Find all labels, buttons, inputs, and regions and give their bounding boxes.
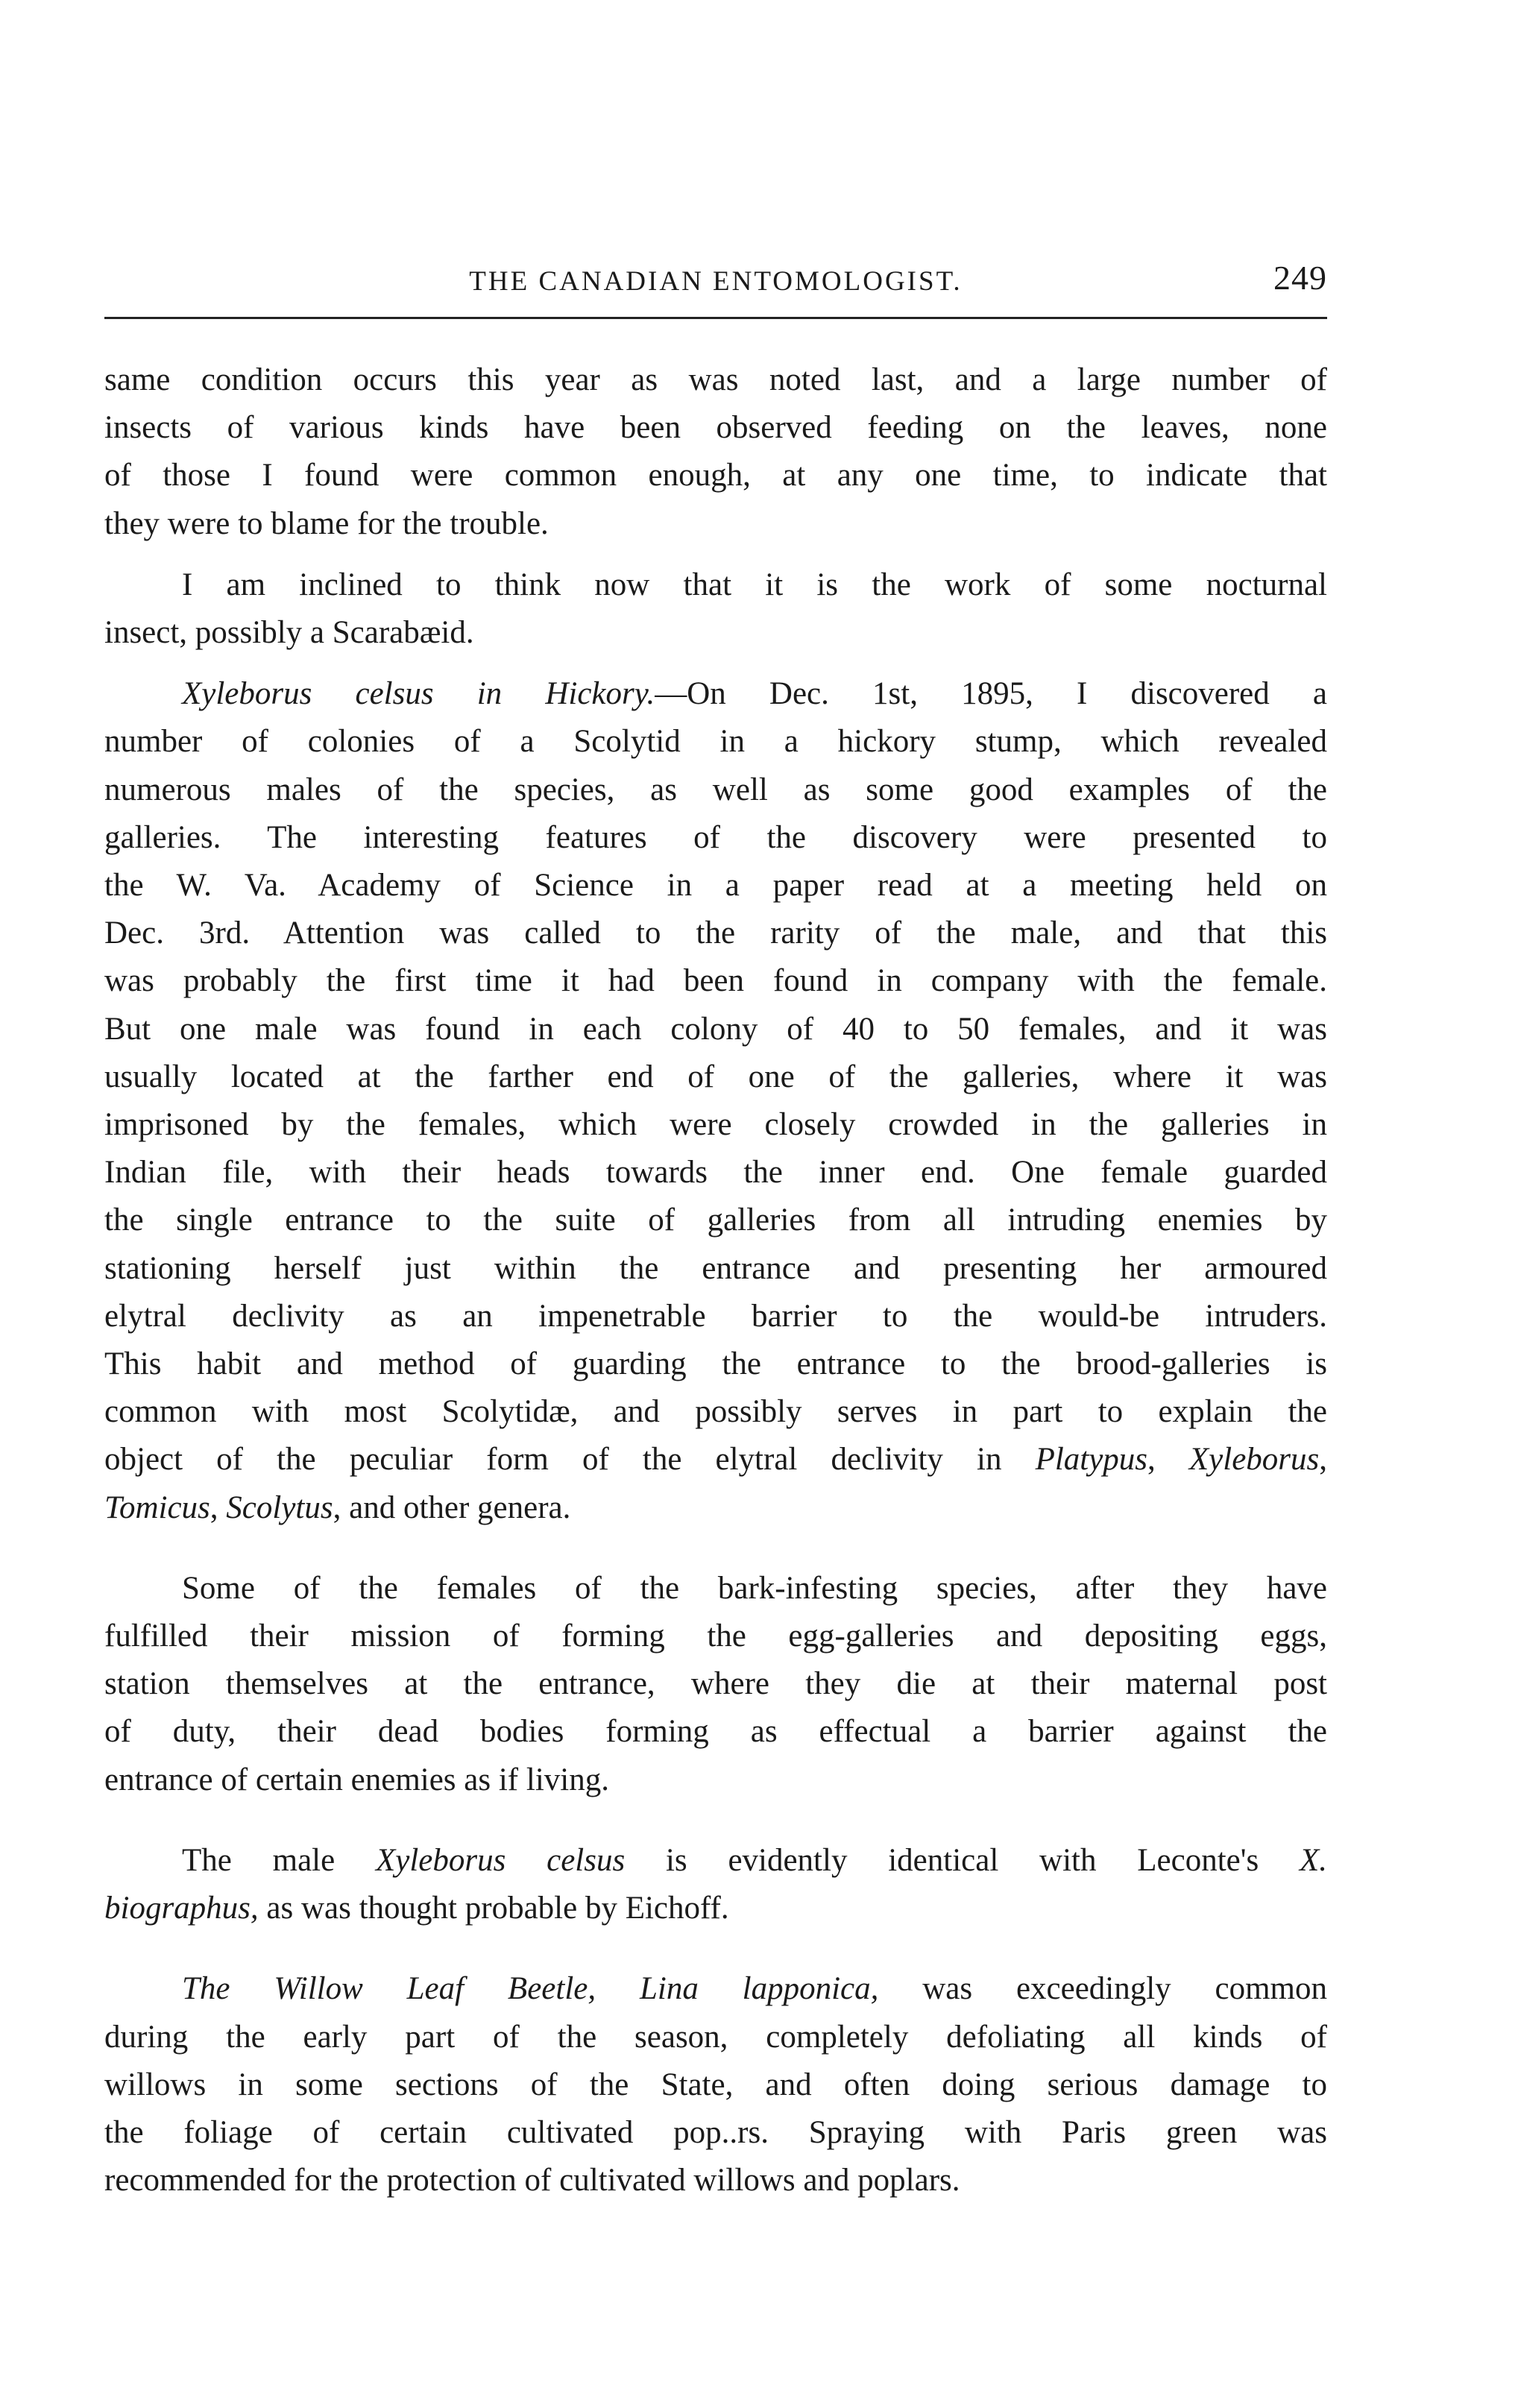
genus-name: Scolytus (226, 1490, 333, 1525)
text-line: numerous males of the species, as well as some good examples of the (104, 772, 1327, 807)
text-line: they were to blame for the trouble. (104, 505, 549, 541)
text-line: insect, possibly a Scarabæid. (104, 615, 474, 651)
text-line: fulfilled their mission of forming the egg-galleries and depositing eggs, (104, 1619, 1327, 1654)
text-line: during the early part of the season, completely defoliating all kinds of (104, 2019, 1327, 2055)
section-heading: The Willow Leaf Beetle, (182, 1971, 596, 2007)
paragraph-nocturnal (104, 561, 1327, 657)
paragraph-bark-infesting (104, 1565, 1327, 1804)
text-line: same condition occurs this year as was noted last, and a large number of (104, 362, 1327, 397)
paragraph-willow-leaf-beetle (104, 1965, 1327, 2204)
text-line: galleries. The interesting features of the discovery were presented to (104, 819, 1327, 855)
text-line: I am inclined to think now that it is the work of some nocturnal (182, 567, 1327, 602)
text-line: the foliage of certain cultivated pop..rs. Spraying with Paris green was (104, 2114, 1327, 2150)
section-heading: Xyleborus celsus in Hickory. (182, 676, 655, 712)
page-number: 249 (1273, 259, 1327, 297)
genus-name: Tomicus (104, 1490, 210, 1525)
text-line: biographus, as was thought probable by Eichoff. (104, 1891, 729, 1926)
genus-name: Xyleborus (1188, 1442, 1320, 1478)
text-line: Tomicus, Scolytus, and other genera. (104, 1490, 571, 1525)
paragraph-continuation (104, 356, 1327, 548)
text-line: Dec. 3rd. Attention was called to the rarity of the male, and that this (104, 915, 1327, 951)
text-line: station themselves at the entrance, where they die at their maternal post (104, 1666, 1327, 1702)
text-line: object of the peculiar form of the elytral declivity in Platypus, Xyleborus, (104, 1442, 1328, 1478)
text-line: Xyleborus celsus in Hickory.—On Dec. 1st, 1895, I discovered a (182, 676, 1327, 712)
text-line: recommended for the protection of cultivated willows and poplars. (104, 2163, 960, 2199)
text-line: The male Xyleborus celsus is evidently identical with Leconte's X. (182, 1842, 1328, 1878)
body-text (104, 356, 1327, 2204)
text-line: insects of various kinds have been observed feeding on the leaves, none (104, 410, 1327, 446)
text-line: This habit and method of guarding the entrance to the brood-galleries is (104, 1346, 1327, 1382)
text-line: willows in some sections of the State, and often doing serious damage to (104, 2067, 1327, 2102)
species-name: biographus, (104, 1891, 259, 1926)
text-line: entrance of certain enemies as if living. (104, 1762, 609, 1797)
paragraph-male-xyleborus (104, 1837, 1327, 1932)
species-name: Xyleborus celsus (375, 1842, 626, 1878)
text-line: imprisoned by the females, which were closely crowded in the galleries in (104, 1107, 1327, 1143)
species-name: X. (1300, 1842, 1328, 1878)
paragraph-xyleborus (104, 670, 1327, 1532)
text-line: the single entrance to the suite of galleries from all intruding enemies by (104, 1203, 1327, 1238)
page-header (104, 252, 1327, 304)
text-line: the W. Va. Academy of Science in a paper read at a meeting held on (104, 868, 1327, 904)
text-line: number of colonies of a Scolytid in a hickory stump, which revealed (104, 724, 1327, 760)
text-line: stationing herself just within the entrance and presenting her armoured (104, 1250, 1327, 1286)
running-title: THE CANADIAN ENTOMOLOGIST. (469, 266, 963, 297)
text-line: elytral declivity as an impenetrable barrier to the would-be intruders. (104, 1298, 1327, 1334)
text-line: Some of the females of the bark-infesting species, after they have (182, 1570, 1327, 1606)
text-line: The Willow Leaf Beetle, Lina lapponica, was exceedingly common (182, 1971, 1328, 2007)
text-line: was probably the first time it had been found in company with the female. (104, 963, 1327, 999)
header-rule (104, 317, 1327, 319)
text-line: common with most Scolytidæ, and possibly serves in part to explain the (104, 1394, 1327, 1430)
text-line: of duty, their dead bodies forming as effectual a barrier against the (104, 1714, 1327, 1750)
text-line: But one male was found in each colony of 40 to 50 females, and it was (104, 1011, 1327, 1047)
text-line: of those I found were common enough, at any one time, to indicate that (104, 458, 1327, 494)
species-name: Lina lapponica, (639, 1971, 879, 2007)
text-line: Indian file, with their heads towards the inner end. One female guarded (104, 1155, 1327, 1191)
genus-name: Platypus (1035, 1442, 1148, 1478)
text-line: usually located at the farther end of one of the galleries, where it was (104, 1059, 1327, 1094)
